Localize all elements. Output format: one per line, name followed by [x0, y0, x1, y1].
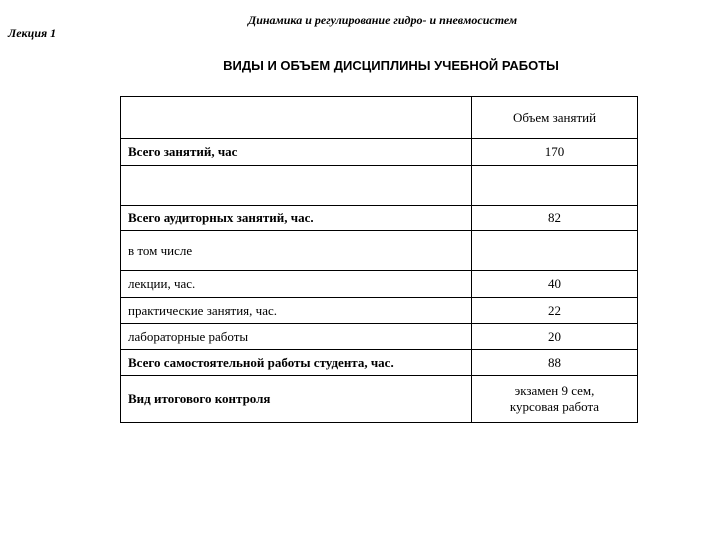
header-empty-cell [121, 97, 472, 139]
table-row [121, 324, 638, 350]
row-label [121, 166, 472, 206]
lecture-label: Лекция 1 [8, 26, 57, 40]
row-label: Всего самостоятельной работы студента, час. [121, 350, 472, 376]
row-value-line: экзамен 9 сем, [514, 383, 595, 398]
row-value [472, 166, 638, 206]
row-value: 88 [472, 350, 638, 376]
table-header-row [121, 97, 638, 139]
table-row [121, 271, 638, 298]
document-subject-header: Динамика и регулирование гидро- и пневмосистем [248, 13, 518, 27]
table-row [121, 206, 638, 231]
table-row [121, 166, 638, 206]
row-label: Вид итогового контроля [121, 376, 472, 423]
row-value: 22 [472, 298, 638, 324]
row-label: практические занятия, час. [121, 298, 472, 324]
row-label: Всего аудиторных занятий, час. [121, 206, 472, 231]
workload-table [120, 96, 638, 423]
row-value: 40 [472, 271, 638, 298]
page-title: ВИДЫ И ОБЪЕМ ДИСЦИПЛИНЫ УЧЕБНОЙ РАБОТЫ [223, 58, 559, 73]
row-value: 20 [472, 324, 638, 350]
row-label: Всего занятий, час [121, 139, 472, 166]
table-row [121, 376, 638, 423]
table-row [121, 350, 638, 376]
row-value [472, 231, 638, 271]
row-label: лабораторные работы [121, 324, 472, 350]
column-header: Объем занятий [472, 97, 638, 139]
row-value-line: курсовая работа [509, 399, 600, 414]
row-label: лекции, час. [121, 271, 472, 298]
table-row [121, 231, 638, 271]
row-label: в том числе [121, 231, 472, 271]
row-value: 82 [472, 206, 638, 231]
row-value: 170 [472, 139, 638, 166]
table-row [121, 298, 638, 324]
table-row [121, 139, 638, 166]
row-value [472, 376, 638, 423]
